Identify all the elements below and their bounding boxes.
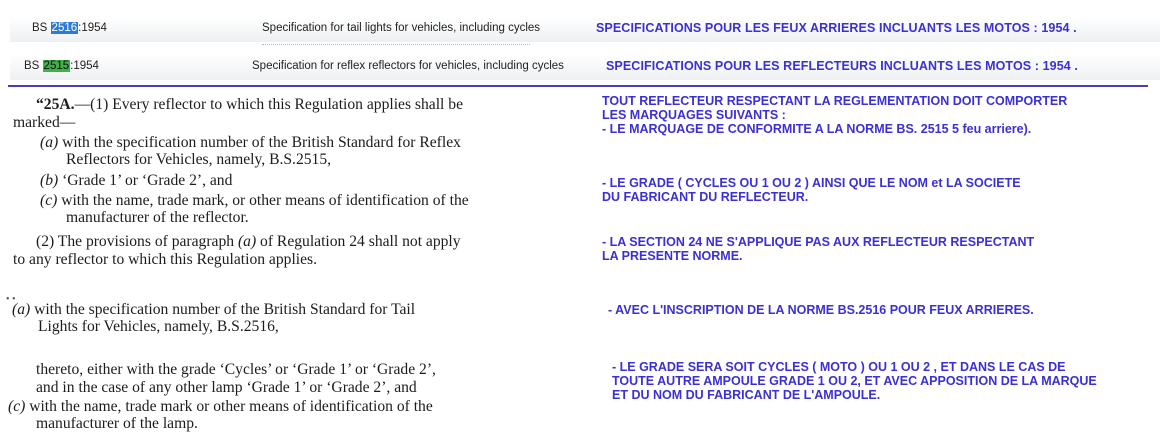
- clause-tag: (c): [40, 192, 58, 209]
- note-line: LA PRESENTE NORME.: [602, 249, 743, 263]
- regulation-text: —(1) Every reflector to which this Regulation applies shall be: [74, 96, 463, 113]
- note-line: LES MARQUAGES SUIVANTS :: [602, 108, 786, 122]
- french-note-section24: [602, 235, 1034, 263]
- clause-a: [40, 134, 461, 151]
- standard-number-highlight: 2516: [51, 22, 78, 34]
- paragraph-text: of Regulation 24 shall not apply: [256, 233, 461, 250]
- clause-c: [40, 192, 469, 209]
- grade-line-cont: and in the case of any other lamp ‘Grade 1’ or ‘Grade 2’, and: [36, 379, 417, 396]
- standard-prefix: BS: [32, 22, 51, 34]
- standard-title: Specification for reflex reflectors for vehicles, including cycles: [252, 60, 564, 72]
- clause-c-cont: manufacturer of the reflector.: [66, 209, 249, 226]
- lamp-clause-c: [8, 398, 433, 415]
- clause-tag: (c): [8, 398, 26, 415]
- clause-text: with the name, trade mark, or other means of identification of the: [57, 192, 469, 209]
- standard-prefix: BS: [24, 60, 43, 72]
- clause-a-cont: Reflectors for Vehicles, namely, B.S.2515,: [66, 151, 332, 168]
- note-line: - LA SECTION 24 NE S'APPLIQUE PAS AUX REFLECTEUR RESPECTANT: [602, 235, 1035, 249]
- note-line: DU FABRICANT DU REFLECTEUR.: [602, 190, 809, 204]
- section-divider: [8, 85, 1148, 87]
- standard-french-note: SPECIFICATIONS POUR LES FEUX ARRIERES INCLUANTS LES MOTOS : 1954 .: [596, 21, 1077, 35]
- grade-line: thereto, either with the grade ‘Cycles’ or ‘Grade 1’ or ‘Grade 2’,: [36, 361, 436, 378]
- clause-text: ‘Grade 1’ or ‘Grade 2’, and: [58, 172, 233, 189]
- clause-text: with the specification number of the British Standard for Tail: [30, 301, 416, 318]
- note-line: - LE GRADE SERA SOIT CYCLES ( MOTO ) OU 1 OU 2 , ET DANS LE CAS DE: [612, 360, 1066, 374]
- paragraph-2-cont: to any reflector to which this Regulation applies.: [13, 251, 318, 268]
- french-note-bs2516: [608, 303, 1034, 317]
- french-note-marking: [602, 94, 1067, 136]
- clause-text: with the name, trade mark or other means of identification of the: [25, 398, 433, 415]
- standard-number-highlight: 2515: [43, 60, 70, 72]
- clause-b: [40, 172, 232, 189]
- standard-code: [32, 22, 107, 34]
- french-note-lamp-grade: [612, 360, 1097, 402]
- clause-tag: (a): [40, 134, 59, 151]
- clause-tag: (a): [237, 233, 257, 250]
- standard-row-bs2516: [10, 16, 1160, 42]
- standard-year: :1954: [78, 22, 107, 34]
- note-line: - LE GRADE ( CYCLES OU 1 OU 2 ) AINSI QUE LE NOM et LA SOCIETE: [602, 176, 1021, 190]
- note-line: TOUT REFLECTEUR RESPECTANT LA REGLEMENTATION DOIT COMPORTER: [602, 94, 1068, 108]
- standard-title: Specification for tail lights for vehicles, including cycles: [262, 22, 541, 34]
- clause-text: with the specification number of the British Standard for Reflex: [58, 134, 461, 151]
- paragraph-text: (2) The provisions of paragraph: [36, 233, 238, 250]
- tail-clause-a: [12, 301, 415, 318]
- regulation-intro: [36, 96, 463, 113]
- note-line: - AVEC L'INSCRIPTION DE LA NORME BS.2516 POUR FEUX ARRIERES.: [608, 303, 1034, 317]
- clause-tag: (a): [12, 301, 31, 318]
- regulation-number: “25A.: [36, 96, 75, 113]
- lamp-clause-c-cont: manufacturer of the lamp.: [36, 415, 198, 432]
- standard-row-bs2515: [10, 54, 1160, 80]
- standard-french-note: SPECIFICATIONS POUR LES REFLECTEURS INCLUANTS LES MOTOS : 1954 .: [606, 59, 1078, 73]
- french-note-grade: [602, 176, 1021, 204]
- clause-tag: (b): [40, 172, 59, 189]
- standard-year: :1954: [70, 60, 99, 72]
- regulation-intro-cont: marked—: [13, 114, 76, 131]
- scan-artifact: • •: [6, 294, 16, 305]
- note-line: - LE MARQUAGE DE CONFORMITE A LA NORME BS. 2515 5 feu arriere).: [602, 122, 1032, 136]
- scan-artifact: [262, 44, 530, 49]
- note-line: TOUTE AUTRE AMPOULE GRADE 1 OU 2, ET AVEC APPOSITION DE LA MARQUE: [612, 374, 1097, 388]
- tail-clause-a-cont: Lights for Vehicles, namely, B.S.2516,: [38, 318, 279, 335]
- paragraph-2: [36, 233, 461, 250]
- standard-code: [24, 60, 99, 72]
- note-line: ET DU NOM DU FABRICANT DE L'AMPOULE.: [612, 388, 881, 402]
